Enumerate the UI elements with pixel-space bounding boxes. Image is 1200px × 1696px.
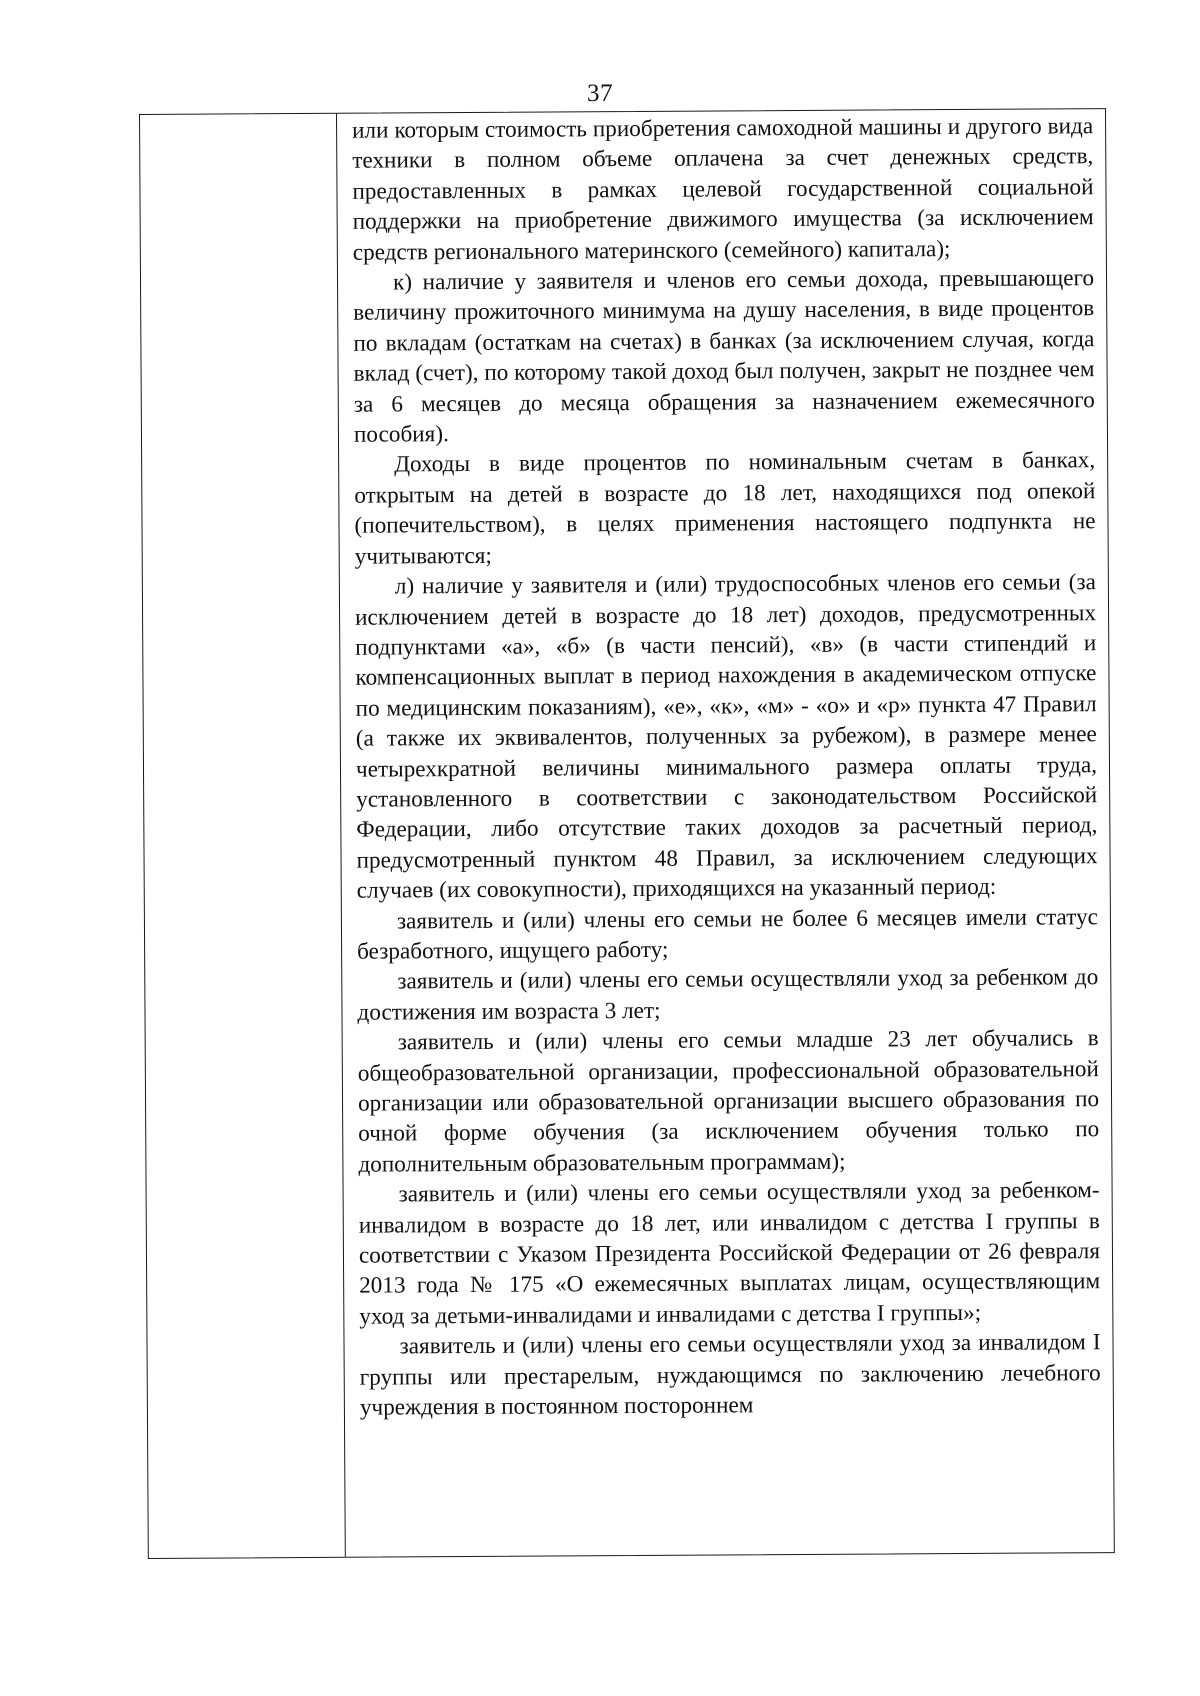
paragraph-childcare: заявитель и (или) члены его семьи осуществляли уход за ребенком до достижения им возраста 3 лет;: [357, 964, 1099, 1026]
document-table: [139, 108, 1115, 1559]
paragraph-item-k: к) наличие у заявителя и членов его семьи дохода, превышающего величину прожиточного минимума на душу населения, в виде процентов по вкладам (остаткам на счетах) в банках (за исключением случая, когда вклад (счет), по которому такой доход был получен, закрыт не позднее чем за 6 месяцев до месяца обращения за назначением ежемесячного пособия).: [353, 265, 1095, 448]
paragraph-item-l: л) наличие у заявителя и (или) трудоспособных членов его семьи (за исключением детей в возрасте до 18 лет) доходов, предусмотренных подпунктами «а», «б» (в части пенсий), «в» (в части стипендий и компенсационных выплат в период нахождения в академическом отпуске по медицинским показаниям), «е», «к», «м» - «о» и «р» пункта 47 Правил (а также их эквивалентов, полученных за рубежом), в размере менее четырехкратной величины минимального размера оплаты труда, установленного в соответствии с законодательством Российской Федерации, либо отсутствие таких доходов за расчетный период, предусмотренный пунктом 48 Правил, за исключением следующих случаев (их совокупности), приходящихся на указанный период:: [354, 569, 1098, 904]
page-number: 37: [587, 80, 613, 107]
table-left-cell: [140, 114, 346, 1558]
table-right-cell: [338, 109, 1114, 1557]
paragraph-continuation: или которым стоимость приобретения самоходной машины и другого вида техники в полном объеме оплачена за счет денежных средств, предоставленных в рамках целевой государственной социальной поддержки на приобретение движимого имущества (за исключением средств регионального материнского (семейного) капитала);: [352, 113, 1094, 266]
paragraph-nominal-accounts: Доходы в виде процентов по номинальным счетам в банках, открытым на детей в возрасте до 18 лет, находящихся под опекой (попечительством), в целях применения настоящего подпункта не учитываются;: [354, 447, 1096, 570]
paragraph-education: заявитель и (или) члены его семьи младше 23 лет обучались в общеобразовательной организации, профессиональной образовательной организации или образовательной организации высшего образования по очной форме обучения (за исключением обучения только по дополнительным образовательным программам);: [357, 1025, 1100, 1178]
text-block: [338, 109, 1113, 1423]
paragraph-disabled-adult-care: заявитель и (или) члены его семьи осуществляли уход за инвалидом I группы или престарелым, нуждающимся по заключению лечебного учреждения в постоянном постороннем: [359, 1329, 1101, 1421]
paragraph-unemployed: заявитель и (или) члены его семьи не более 6 месяцев имели статус безработного, ищущего работу;: [357, 903, 1099, 965]
paragraph-disabled-child-care: заявитель и (или) члены его семьи осуществляли уход за ребенком-инвалидом в возрасте до 18 лет, или инвалидом с детства I группы в соответствии с Указом Президента Российской Федерации от 26 февраля 2013 года № 175 «О ежемесячных выплатах лицам, осуществляющим уход за детьми-инвалидами и инвалидами с детства I группы»;: [358, 1177, 1101, 1330]
